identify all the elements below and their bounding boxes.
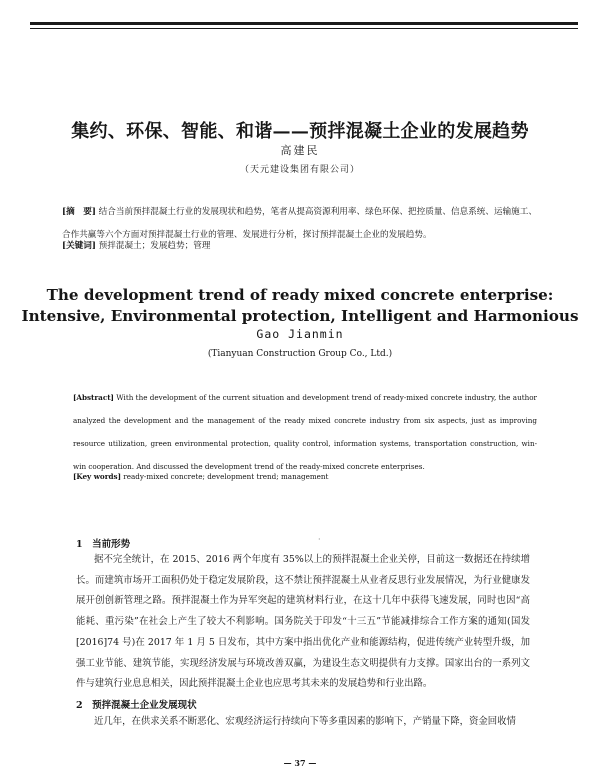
english-title-line1: The development trend of ready mixed concrete enterprise:: [46, 286, 554, 304]
section-heading-2: 2 预拌混凝土企业发展现状: [76, 700, 197, 711]
chinese-keywords-text: 预拌混凝土；发展趋势；管理: [98, 241, 211, 251]
page-number: — 37 —: [283, 758, 317, 768]
body-paragraph-2-text: 近几年，在供求关系不断恶化、宏观经济运行持续向下等多重因素的影响下，产销量下降，资金回收情: [94, 716, 516, 727]
chinese-title: 集约、环保、智能、和谐——预拌混凝土企业的发展趋势: [71, 121, 529, 142]
english-abstract: [73, 386, 537, 478]
english-title: [0, 285, 600, 327]
section-heading-1: 1 当前形势: [76, 539, 131, 550]
stray-mark: ·: [318, 535, 321, 544]
chinese-abstract-text: 结合当前预拌混凝土行业的发展现状和趋势，笔者从提高资源利用率、绿色环保、把控质量、信息系统、运输施工、合作共赢等六个方面对预拌混凝土行业的管理、发展进行分析，探讨预拌混凝土企业的发展趋势。: [62, 207, 537, 240]
english-author: Gao Jianmin: [256, 327, 344, 341]
body-paragraph-2: [76, 712, 530, 733]
chinese-affiliation: （天元建设集团有限公司）: [239, 165, 360, 175]
english-affiliation: (Tianyuan Construction Group Co., Ltd.): [207, 349, 393, 359]
english-abstract-text: With the development of the current situation and development trend of ready-mixed concrete industry, the author analyzed the development and the management of the ready mixed concrete industry from six aspects, just as improving resource utilization, green environmental protection, quality control, information systems, transportation construction, win-win cooperation. And discussed the development trend of the ready-mixed concrete enterprises.: [73, 393, 537, 471]
header-rule-thin: [30, 28, 578, 29]
body-paragraph-1-text: 据不完全统计，在 2015、2016 两个年度有 35%以上的预拌混凝土企业关停，目前这一数据还在持续增长。而建筑市场开工面积仍处于稳定发展阶段，这不禁让预拌混凝土从业者反思行业发展情况，为行业健康发展开创创新管理之路。预拌混凝土作为异军突起的建筑材料行业，在这十几年中获得飞速发展，同时也因“高能耗、重污染”在社会上产生了较大不利影响。国务院关于印发“十三五”节能减排综合工作方案的通知(国发[2016]74 号)在 2017 年 1 月 5 日发布，其中方案中指出优化产业和能源结构，促进传统产业转型升级，加强工业节能、建筑节能，实现经济发展与环境改善双赢，为建设生态文明提供有力支撑。国家出台的一系列文件与建筑行业息息相关，因此预拌混凝土企业也应思考其未来的发展趋势和行业出路。: [76, 554, 530, 690]
body-paragraph-1: [76, 550, 530, 695]
chinese-abstract-label: [摘 要]: [62, 207, 96, 217]
chinese-author: 高建民: [280, 144, 320, 157]
english-keywords-text: ready-mixed concrete; development trend; management: [123, 472, 329, 481]
english-title-line2: Intensive, Environmental protection, Intelligent and Harmonious: [21, 307, 579, 325]
chinese-keywords-label: [关键词]: [62, 241, 96, 251]
english-abstract-label: [Abstract]: [73, 393, 114, 402]
chinese-keywords: [62, 240, 542, 252]
english-keywords-label: [Key words]: [73, 472, 121, 481]
header-rule-thick: [30, 22, 578, 25]
english-keywords: [73, 472, 537, 481]
